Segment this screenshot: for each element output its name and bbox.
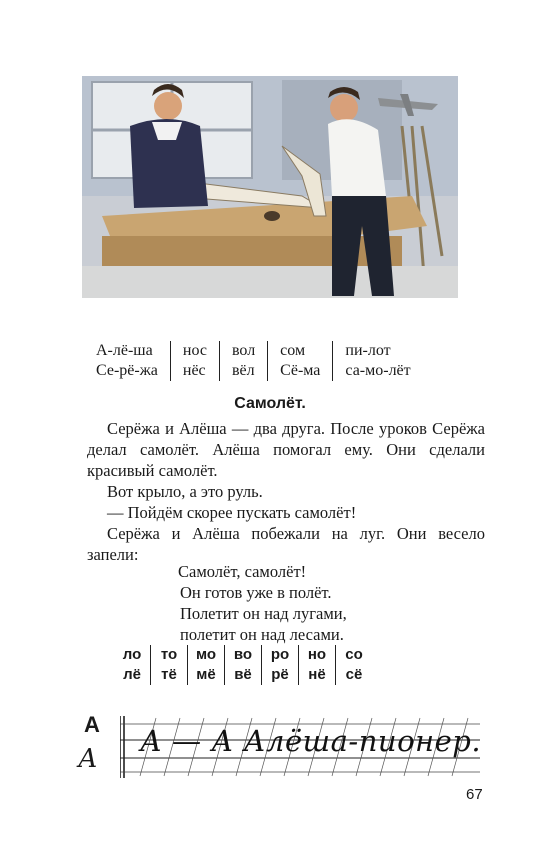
syllable: сё [345,666,363,683]
story-paragraph: Серёжа и Алёша побежали на луг. Они весело запели: [87,524,485,564]
syllable-word: нёс [182,362,206,379]
syllable-pair [261,645,298,685]
syllable: тё [161,666,177,683]
syllable-table [114,645,372,685]
poem-line: Полетит он над лугами, [180,604,347,623]
syllable: то [160,646,178,663]
syllable-word: Се-рё-жа [96,362,158,379]
syllable: вё [234,666,252,683]
letter-sample [72,712,118,782]
cursive-sample: А — А Алёша-пионер. [140,724,482,758]
syllable-word: Сё-ма [280,362,321,379]
syllable-word: са-мо-лёт [345,362,411,379]
story-paragraph: Серёжа и Алёша — два друга. После уроков Серёжа делал самолёт. Алёша помогал ему. Они сделали красивый самолёт. [87,419,485,480]
syllable-word: нос [182,342,207,359]
story-paragraph: Вот крыло, а это руль. [107,482,263,501]
syllable: нё [308,666,326,683]
syllable-column [170,341,219,381]
syllable-pair [187,645,224,685]
syllable: лё [123,666,141,683]
syllable: но [307,646,327,663]
poem [178,561,347,645]
syllable-pair [150,645,187,685]
workshop-illustration [82,76,458,298]
syllable: ло [122,646,142,663]
syllable-word: сом [280,342,306,359]
syllable-columns [96,341,456,381]
printed-letter: А [84,712,100,737]
syllable: мо [195,646,217,663]
poem-line: полетит он над лесами. [180,625,344,644]
syllable-pair [298,645,335,685]
syllable-column [267,341,332,381]
syllable: со [345,646,363,663]
poem-line: Он готов уже в полёт. [180,583,332,602]
syllable-word: А-лё-ша [96,342,153,359]
syllable-word: вёл [231,362,255,379]
syllable: мё [196,666,216,683]
syllable-word: вол [231,342,256,359]
syllable-pair [114,645,150,685]
page-number: 67 [466,786,483,803]
syllable-column [219,341,267,381]
syllable-column [332,341,422,381]
syllable-pair [335,645,372,685]
syllable-pair [224,645,261,685]
story-title: Самолёт. [234,395,306,412]
syllable-column [96,341,170,381]
syllable: рё [271,666,289,683]
story-text [87,418,485,565]
syllable-word: пи-лот [345,342,391,359]
syllable: во [233,646,253,663]
script-letter: А [78,744,98,774]
syllable: ро [270,646,290,663]
poem-line: Самолёт, самолёт! [178,562,307,581]
story-paragraph: — Пойдём скорее пускать самолёт! [107,503,357,522]
